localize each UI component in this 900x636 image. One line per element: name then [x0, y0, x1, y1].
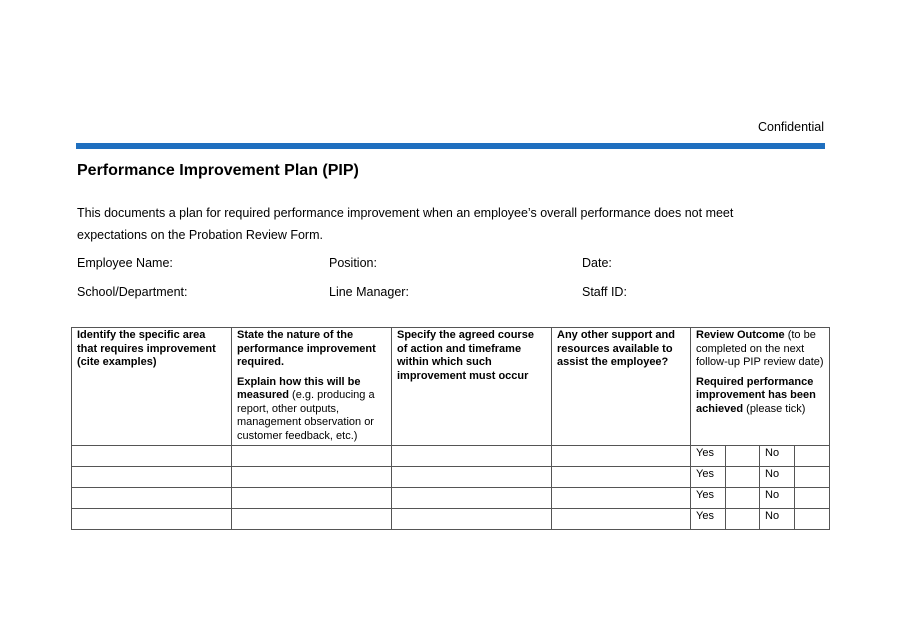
table-header-row [72, 328, 830, 446]
header-area-text: Identify the specific area that requires improvement [77, 329, 216, 355]
no-tick-box[interactable] [795, 509, 830, 530]
yes-tick-box[interactable] [726, 446, 760, 467]
no-label: No [760, 488, 795, 509]
action-cell[interactable] [392, 446, 552, 467]
nature-cell[interactable] [232, 467, 392, 488]
employee-name-label: Employee Name: [77, 256, 173, 270]
no-label: No [760, 509, 795, 530]
action-cell[interactable] [392, 488, 552, 509]
header-area-improvement [72, 328, 232, 446]
area-cell[interactable] [72, 446, 232, 467]
nature-cell[interactable] [232, 446, 392, 467]
header-agreed-action [392, 328, 552, 446]
yes-tick-box[interactable] [726, 488, 760, 509]
header-review-rest: (to be completed on the next follow-up PIP review date) [696, 329, 824, 368]
support-cell[interactable] [552, 509, 691, 530]
position-label: Position: [329, 256, 377, 270]
yes-label: Yes [691, 446, 726, 467]
header-achieved-bold: Required performance improvement has been achieved [696, 375, 816, 415]
action-cell[interactable] [392, 509, 552, 530]
table-row [72, 509, 830, 530]
header-review-bold: Review Outcome [696, 329, 785, 341]
area-cell[interactable] [72, 509, 232, 530]
confidential-label: Confidential [757, 120, 824, 134]
line-manager-label: Line Manager: [329, 285, 409, 299]
area-cell[interactable] [72, 488, 232, 509]
school-department-label: School/Department: [77, 285, 188, 299]
no-tick-box[interactable] [795, 488, 830, 509]
nature-cell[interactable] [232, 488, 392, 509]
action-cell[interactable] [392, 467, 552, 488]
no-tick-box[interactable] [795, 467, 830, 488]
support-cell[interactable] [552, 488, 691, 509]
table-row [72, 467, 830, 488]
staff-id-label: Staff ID: [582, 285, 627, 299]
yes-tick-box[interactable] [726, 467, 760, 488]
yes-label: Yes [691, 467, 726, 488]
no-label: No [760, 467, 795, 488]
header-review-outcome [691, 328, 830, 446]
no-tick-box[interactable] [795, 446, 830, 467]
yes-label: Yes [691, 509, 726, 530]
header-rule [76, 143, 825, 149]
support-cell[interactable] [552, 467, 691, 488]
header-measured-rest: (e.g. producing a report, other outputs, management observation or customer feedback, etc.) [237, 389, 375, 442]
header-support-resources [552, 328, 691, 446]
yes-tick-box[interactable] [726, 509, 760, 530]
header-measured-bold: Explain how this will be measured [237, 375, 361, 401]
header-agreed-action-text: Specify the agreed course of action and timeframe within which such improvement must occur [397, 329, 534, 382]
header-nature-improvement [232, 328, 392, 446]
header-area-examples: (cite examples) [77, 356, 157, 368]
table-row [72, 446, 830, 467]
yes-label: Yes [691, 488, 726, 509]
header-support-text: Any other support and resources available to assist the employee? [557, 329, 675, 368]
pip-table [71, 327, 830, 530]
header-achieved-rest: (please tick) [743, 402, 806, 415]
support-cell[interactable] [552, 446, 691, 467]
no-label: No [760, 446, 795, 467]
nature-cell[interactable] [232, 509, 392, 530]
intro-paragraph: This documents a plan for required performance improvement when an employee’s overall performance does not meet expectations on the Probation Review Form. [77, 206, 734, 242]
area-cell[interactable] [72, 467, 232, 488]
page-title: Performance Improvement Plan (PIP) [77, 162, 359, 179]
table-row [72, 488, 830, 509]
header-nature-text: State the nature of the performance improvement required. [237, 329, 376, 368]
date-label: Date: [582, 256, 612, 270]
